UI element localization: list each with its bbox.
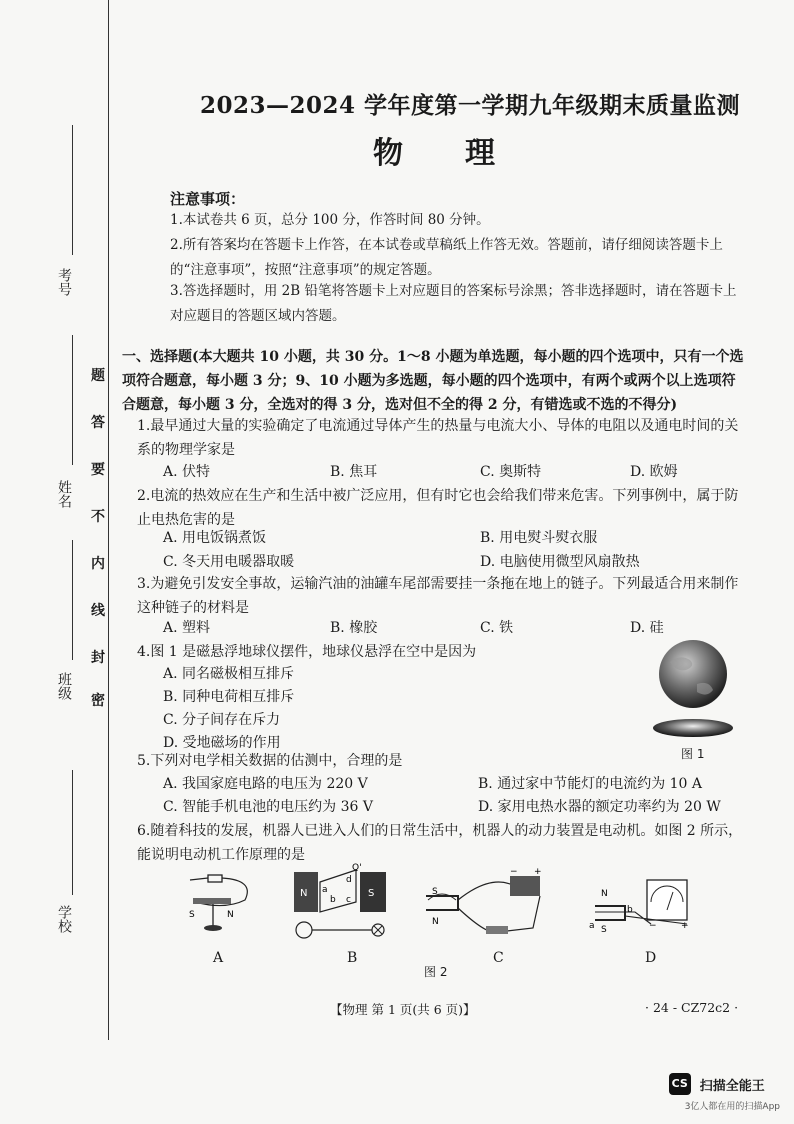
label-school: 学校 bbox=[56, 905, 72, 933]
scanner-slogan: 3亿人都在用的扫描App bbox=[684, 1102, 780, 1112]
option-b: B. 通过家中节能灯的电流约为 10 A bbox=[478, 776, 703, 792]
option-d: D. 电脑使用微型风扇散热 bbox=[480, 554, 640, 570]
label-exam-number: 考号 bbox=[56, 268, 72, 296]
figure2-panel-b bbox=[290, 862, 405, 947]
fill-line-exam-number bbox=[72, 125, 73, 255]
option-b: B. 同种电荷相互排斥 bbox=[163, 689, 295, 705]
option-d: D. 欧姆 bbox=[630, 464, 678, 480]
pole-n-label: N bbox=[432, 917, 439, 927]
coil-b-label: b bbox=[330, 895, 336, 905]
option-d: D. 硅 bbox=[630, 620, 664, 636]
wire-a-label: a bbox=[589, 921, 595, 931]
coil-d-label: d bbox=[346, 875, 352, 885]
paper-code: · 24 - CZ72c2 · bbox=[645, 1000, 739, 1015]
option-a: A. 用电饭锅煮饭 bbox=[163, 530, 267, 546]
question-stem: 6.随着科技的发展，机器人已进入人们的日常生活中，机器人的动力装置是电动机。如图 2 所示，能说明电动机工作原理的是 bbox=[137, 823, 743, 863]
option-d: D. 家用电热水器的额定功率约为 20 W bbox=[478, 799, 721, 815]
question-stem: 2.电流的热效应在生产和生活中被广泛应用，但有时它也会给我们带来危害。下列事例中，属于防止电热危害的是 bbox=[137, 488, 739, 528]
option-c: C. 冬天用电暖器取暖 bbox=[163, 554, 295, 570]
meter-minus-label: − bbox=[649, 921, 657, 931]
binding-line bbox=[108, 0, 109, 1040]
section-heading: 一、选择题(本大题共 10 小题，共 30 分。1～8 小题为单选题，每小题的四个选项中，只有一个选项符合题意，每小题 3 分；9、10 小题为多选题，每小题的四个选项中，有两个或两个以上选项符合题意，每小题 3 分，全选对的得 3 分，选对但不全的得 2 分，有错选或不选的不得分) bbox=[122, 349, 744, 413]
scanner-watermark bbox=[669, 1073, 780, 1112]
question-stem: 1.最早通过大量的实验确定了电流通过导体产生的热量与电流大小、导体的电阻以及通电时间的关系的物理学家是 bbox=[137, 418, 739, 458]
question-stem: 4.图 1 是磁悬浮地球仪摆件，地球仪悬浮在空中是因为 bbox=[137, 644, 477, 660]
fill-line-school bbox=[72, 770, 73, 895]
page-number: 【物理 第 1 页(共 6 页)】 bbox=[330, 1002, 476, 1017]
maglev-globe-figure bbox=[645, 632, 740, 742]
figure2-label-d: D bbox=[645, 950, 657, 966]
seal-char: 封 bbox=[91, 650, 105, 666]
scanner-app-name: 扫描全能王 bbox=[699, 1078, 765, 1094]
seal-char: 内 bbox=[91, 556, 105, 572]
seal-char: 线 bbox=[91, 603, 105, 619]
seal-char: 不 bbox=[91, 509, 105, 525]
coil-a-label: a bbox=[322, 885, 328, 895]
pole-n-label: N bbox=[300, 888, 308, 899]
figure2-panel-a bbox=[175, 870, 265, 940]
option-c: C. 奥斯特 bbox=[480, 464, 542, 480]
option-c: C. 智能手机电池的电压约为 36 V bbox=[163, 799, 373, 815]
option-d: D. 受地磁场的作用 bbox=[163, 735, 281, 751]
subject-title: 物理 bbox=[373, 136, 557, 171]
figure2-label-b: B bbox=[347, 950, 358, 966]
option-c: C. 铁 bbox=[480, 620, 514, 636]
pole-s-label: S bbox=[601, 925, 607, 935]
option-b: B. 橡胶 bbox=[330, 620, 378, 636]
option-a: A. 伏特 bbox=[163, 464, 211, 480]
coil-c-label: c bbox=[346, 895, 351, 905]
pole-n-label: N bbox=[227, 910, 234, 920]
battery-minus-label: − bbox=[510, 867, 518, 877]
label-name: 姓名 bbox=[56, 480, 72, 508]
fill-line-name bbox=[72, 335, 73, 465]
exam-title: 2023—2024 学年度第一学期九年级期末质量监测 bbox=[200, 92, 741, 119]
option-b: B. 用电熨斗熨衣服 bbox=[480, 530, 598, 546]
seal-char: 要 bbox=[91, 462, 105, 478]
figure2-panel-d bbox=[585, 866, 695, 946]
wire-b-label: b bbox=[627, 905, 633, 915]
option-a: A. 我国家庭电路的电压为 220 V bbox=[163, 776, 368, 792]
pole-s-label: S bbox=[189, 910, 195, 920]
figure2-label-c: C bbox=[493, 950, 504, 966]
option-b: B. 焦耳 bbox=[330, 464, 378, 480]
fill-line-class bbox=[72, 540, 73, 660]
pole-n-label: N bbox=[601, 889, 608, 899]
notes-heading: 注意事项： bbox=[170, 190, 246, 208]
option-c: C. 分子间存在斥力 bbox=[163, 712, 281, 728]
figure2-caption: 图 2 bbox=[424, 965, 448, 979]
note-item: 3.答选择题时，用 2B 铅笔将答题卡上对应题目的答案标号涂黑；答非选择题时，请在答题卡上对应题目的答题区域内答题。 bbox=[170, 283, 737, 324]
note-item: 2.所有答案均在答题卡上作答，在本试卷或草稿纸上作答无效。答题前，请仔细阅读答题卡上的“注意事项”，按照“注意事项”的规定答题。 bbox=[170, 237, 723, 278]
question-stem: 5.下列对电学相关数据的估测中，合理的是 bbox=[137, 753, 403, 769]
option-a: A. 同名磁极相互排斥 bbox=[163, 666, 295, 682]
seal-char: 答 bbox=[91, 415, 105, 431]
label-class: 班级 bbox=[56, 672, 72, 700]
option-a: A. 塑料 bbox=[163, 620, 211, 636]
meter-plus-label: + bbox=[681, 921, 689, 931]
pole-s-label: S bbox=[432, 887, 438, 897]
figure1-caption: 图 1 bbox=[681, 747, 705, 761]
seal-char: 题 bbox=[91, 368, 105, 384]
note-item: 1.本试卷共 6 页，总分 100 分，作答时间 80 分钟。 bbox=[170, 212, 490, 228]
scanner-logo-icon: CS bbox=[669, 1073, 691, 1095]
axis-q-label: Q' bbox=[352, 863, 362, 873]
figure2-label-a: A bbox=[213, 950, 224, 966]
seal-char: 密 bbox=[91, 693, 105, 709]
pole-s-label: S bbox=[368, 888, 375, 899]
battery-plus-label: + bbox=[534, 867, 542, 877]
question-stem: 3.为避免引发安全事故，运输汽油的油罐车尾部需要挂一条拖在地上的链子。下列最适合用来制作这种链子的材料是 bbox=[137, 576, 739, 616]
figure2-panel-c bbox=[418, 866, 548, 946]
